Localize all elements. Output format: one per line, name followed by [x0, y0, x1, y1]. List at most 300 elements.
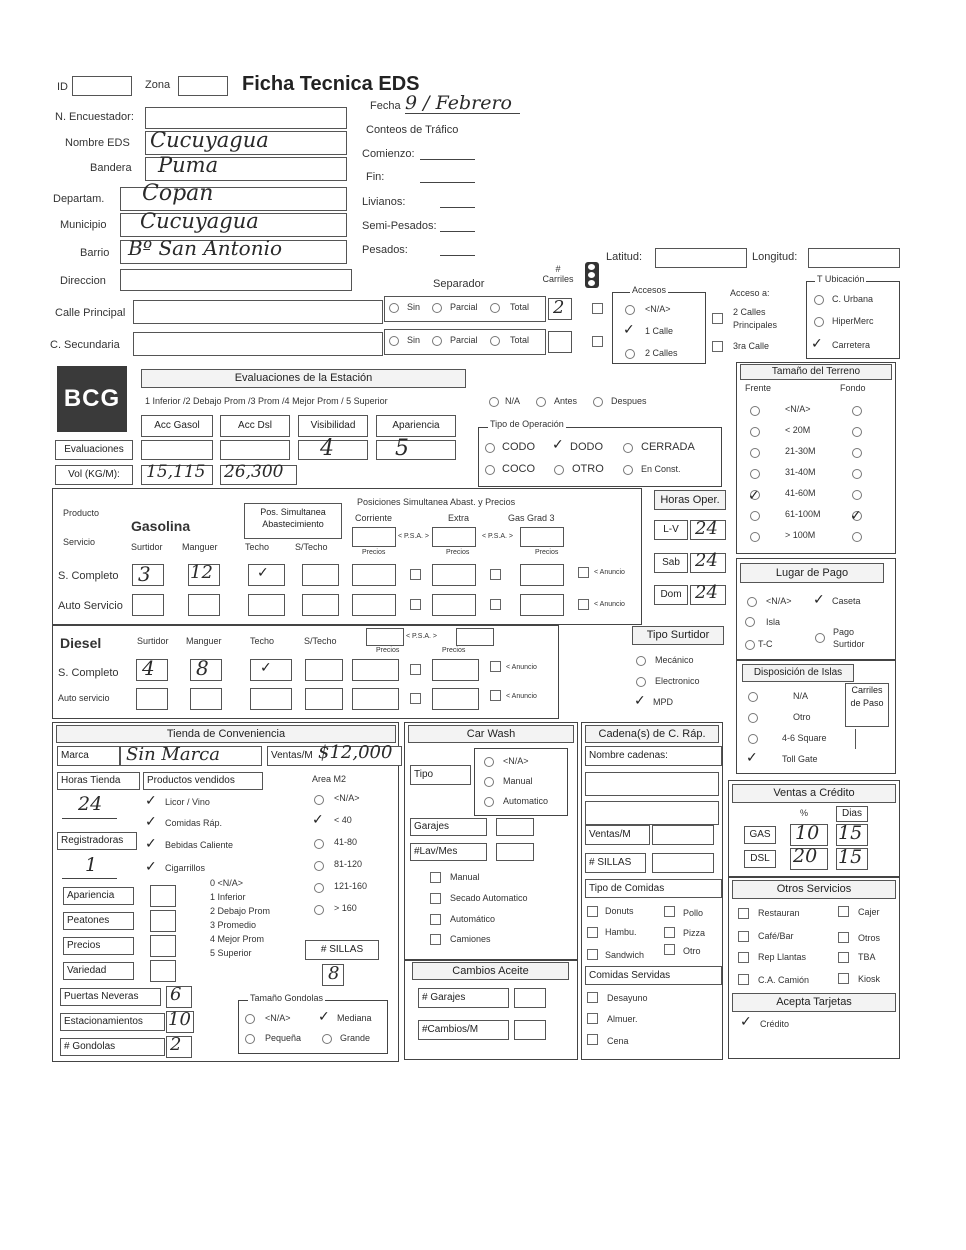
- pago-caseta-mark: ✓: [813, 592, 825, 608]
- pago-na-radio[interactable]: [747, 597, 757, 607]
- licor-mark: ✓: [145, 793, 157, 809]
- sc-extra-check[interactable]: [490, 569, 501, 580]
- sep1-sin-radio[interactable]: [389, 303, 399, 313]
- llantas-check[interactable]: [738, 952, 749, 963]
- cw-garajes-field[interactable]: [496, 818, 534, 836]
- sep1-parcial-radio[interactable]: [432, 303, 442, 313]
- cadenas-nombre-field-2[interactable]: [585, 801, 719, 825]
- dsl-psa: < P.S.A. >: [406, 633, 438, 640]
- ubicacion-hipermerc-radio[interactable]: [814, 317, 824, 327]
- fin-label: Fin:: [366, 171, 385, 183]
- fondo-radio-6[interactable]: [852, 532, 862, 542]
- fecha-label: Fecha: [370, 100, 401, 112]
- dsl-as-anuncio-label: < Anuncio: [506, 693, 537, 700]
- tienda-scale-1: 1 Inferior: [210, 892, 246, 902]
- as-extra-field[interactable]: [432, 594, 476, 616]
- sep1-sin-label: Sin: [407, 302, 421, 312]
- almuer-check[interactable]: [587, 1013, 598, 1024]
- frente-radio-3[interactable]: [750, 469, 760, 479]
- sc-extra-field[interactable]: [432, 564, 476, 586]
- pos-precios-header: Posiciones Simultanea Abast. y Precios: [357, 497, 516, 507]
- encuestador-field[interactable]: [145, 107, 347, 129]
- sc-anuncio-label: < Anuncio: [594, 569, 625, 576]
- cambios-header: Cambios Aceite: [412, 962, 569, 980]
- frente-41-60-mark: ✓: [748, 488, 760, 504]
- tienda-scale-4: 4 Mejor Prom: [210, 934, 265, 944]
- acc-gasol-header: Acc Gasol: [141, 415, 213, 437]
- pago-tc-radio[interactable]: [745, 640, 755, 650]
- eval-antes-label: Antes: [554, 396, 578, 406]
- sep2-parcial-radio[interactable]: [432, 336, 442, 346]
- tarjetas-credito-mark: ✓: [740, 1014, 752, 1030]
- pago-isla-label: Isla: [766, 617, 781, 627]
- islas-header: Disposición de Islas: [742, 664, 854, 682]
- desayuno-check[interactable]: [587, 992, 598, 1003]
- accesos-na-radio[interactable]: [625, 305, 635, 315]
- id-field[interactable]: [72, 76, 132, 96]
- cadenas-sillas-field[interactable]: [652, 853, 714, 873]
- pago-surtidor-radio[interactable]: [815, 633, 825, 643]
- islas-na-radio[interactable]: [748, 692, 758, 702]
- gas-techo-mark: ✓: [257, 565, 269, 581]
- cw-auto2-label: Automático: [450, 914, 496, 924]
- vol-gasol-value: 15,115: [146, 462, 206, 482]
- ubicacion-hipermerc-label: HiperMerc: [832, 316, 874, 326]
- pago-tc-label: T-C: [758, 639, 773, 649]
- tba-label: TBA: [858, 952, 876, 962]
- credito-header: Ventas a Crédito: [732, 784, 896, 803]
- horas-lv-value: 24: [695, 518, 718, 539]
- cadenas-ventas-field[interactable]: [652, 825, 714, 845]
- separador-title: Separador: [433, 278, 485, 290]
- hambu-label: Hambu.: [605, 927, 637, 937]
- psa-1: < P.S.A. >: [398, 533, 430, 540]
- gas-techo-header: Techo: [245, 542, 270, 552]
- fondo-radio-1[interactable]: [852, 427, 862, 437]
- pollo-check[interactable]: [664, 906, 675, 917]
- longitud-field[interactable]: [808, 248, 900, 268]
- kiosk-check[interactable]: [838, 973, 849, 984]
- desayuno-label: Desayuno: [607, 993, 648, 1003]
- islas-otro-label: Otro: [793, 712, 811, 722]
- terreno-option-4: 41-60M: [785, 488, 816, 498]
- gondola-na-label: <N/A>: [265, 1013, 291, 1023]
- visibilidad-header: Visibilidad: [298, 415, 368, 437]
- horas-header: Horas Oper.: [654, 490, 726, 510]
- dsl-stecho-field[interactable]: [305, 659, 343, 681]
- acceso-2calles-label: 2 Calles Principales: [733, 307, 778, 330]
- calle-secundaria-label: C. Secundaria: [50, 339, 120, 351]
- credito-dsl-pct-value: 20: [793, 845, 818, 867]
- municipio-value: Cucuyagua: [140, 209, 259, 233]
- frente-radio-1[interactable]: [750, 427, 760, 437]
- islas-toll-mark: ✓: [746, 750, 758, 766]
- direccion-label: Direccion: [60, 275, 106, 287]
- tienda-scale-2: 2 Debajo Prom: [210, 906, 271, 916]
- gondola-na-radio[interactable]: [245, 1014, 255, 1024]
- producto-label: Producto: [63, 508, 100, 518]
- tienda-scale-0: 0 <N/A>: [210, 878, 244, 888]
- accesos-na-label: <N/A>: [645, 304, 671, 314]
- area-option-1: < 40: [334, 815, 352, 825]
- dsl-as-manguer-field[interactable]: [190, 688, 222, 710]
- tienda-precios-field[interactable]: [150, 935, 176, 957]
- dsl-precios-2: Precios: [442, 647, 466, 654]
- dsl-sc-anuncio-check[interactable]: [490, 661, 501, 672]
- tarjetas-header: Acepta Tarjetas: [732, 993, 896, 1012]
- fondo-radio-3[interactable]: [852, 469, 862, 479]
- cw-manual2-label: Manual: [450, 872, 480, 882]
- cajer-check[interactable]: [838, 906, 849, 917]
- op-dodo-label: DODO: [570, 441, 603, 453]
- donuts-check[interactable]: [587, 906, 598, 917]
- id-label: ID: [57, 81, 68, 93]
- surtidor-electronico-radio[interactable]: [636, 677, 646, 687]
- direccion-field[interactable]: [120, 269, 352, 291]
- dsl-manguer-value: 8: [196, 656, 209, 680]
- pos-sim-header: Pos. Simultanea Abastecimiento: [244, 503, 342, 539]
- dsl-manguer-header: Manguer: [186, 636, 222, 646]
- area-option-3: 81-120: [334, 859, 363, 869]
- fondo-radio-4[interactable]: [852, 490, 862, 500]
- carriles-1-value: 2: [553, 297, 565, 318]
- fondo-label: Fondo: [840, 383, 866, 393]
- op-coco-radio[interactable]: [485, 465, 495, 475]
- pago-isla-radio[interactable]: [745, 617, 755, 627]
- sc-anuncio-check[interactable]: [578, 567, 589, 578]
- op-dodo-mark: ✓: [552, 437, 564, 453]
- as-corriente-check[interactable]: [410, 599, 421, 610]
- accesos-2calles-radio[interactable]: [625, 349, 635, 359]
- cw-auto-radio[interactable]: [484, 797, 494, 807]
- pesados-label: Pesados:: [362, 244, 408, 256]
- islas-otro-radio[interactable]: [748, 713, 758, 723]
- vol-dsl-value: 26,300: [224, 462, 284, 482]
- cafe-check[interactable]: [738, 931, 749, 942]
- dsl-as-techo-field[interactable]: [250, 688, 292, 710]
- tienda-peatones-label: Peatones: [63, 912, 134, 930]
- dsl-as-precio2-field[interactable]: [432, 688, 479, 710]
- horas-sab-value: 24: [695, 550, 718, 571]
- cena-check[interactable]: [587, 1034, 598, 1045]
- acceso-3ra-label: 3ra Calle: [733, 341, 770, 351]
- cw-na-label: <N/A>: [503, 756, 529, 766]
- gondolas-size-group: [238, 1000, 388, 1054]
- eval-despues-label: Despues: [611, 396, 647, 406]
- tienda-peatones-field[interactable]: [150, 910, 176, 932]
- dsl-sc-anuncio-label: < Anuncio: [506, 664, 537, 671]
- otro-comida-check[interactable]: [664, 944, 675, 955]
- dsl-as-surtidor-field[interactable]: [136, 688, 168, 710]
- credito-dsl-label: DSL: [744, 850, 776, 868]
- dsl-as-check[interactable]: [410, 693, 421, 704]
- cw-manual-label: Manual: [503, 776, 533, 786]
- area-radio-2[interactable]: [314, 839, 324, 849]
- licor-label: Licor / Vino: [165, 797, 210, 807]
- ubicacion-carretera-mark: ✓: [811, 336, 823, 352]
- tipo-surtidor-header: Tipo Surtidor: [632, 626, 724, 645]
- terreno-option-5: 61-100M: [785, 509, 821, 519]
- islas-square-label: 4-6 Square: [782, 733, 827, 743]
- encuestador-label: N. Encuestador:: [55, 111, 134, 123]
- calle-principal-field[interactable]: [133, 300, 383, 324]
- area-label: Area M2: [312, 774, 347, 784]
- gondola-pequena-radio[interactable]: [245, 1034, 255, 1044]
- cw-manual-radio[interactable]: [484, 777, 494, 787]
- credito-gas-dias-value: 15: [838, 822, 863, 844]
- as-stecho-field[interactable]: [302, 594, 339, 616]
- auto-servicio-label: Auto Servicio: [58, 600, 123, 612]
- cambios-m-field[interactable]: [514, 1020, 546, 1040]
- apariencia-value: 5: [395, 436, 409, 461]
- acceso-3ra-checkbox[interactable]: [712, 341, 723, 352]
- terreno-option-3: 31-40M: [785, 467, 816, 477]
- tienda-variedad-field[interactable]: [150, 960, 176, 982]
- precios-1: Precios: [362, 549, 386, 556]
- area-radio-4[interactable]: [314, 883, 324, 893]
- sep2-sin-radio[interactable]: [389, 336, 399, 346]
- dsl-as-anuncio-check[interactable]: [490, 690, 501, 701]
- calle-secundaria-field[interactable]: [133, 332, 383, 356]
- area-option-4: 121-160: [334, 881, 368, 891]
- cafe-label: Café/Bar: [758, 931, 794, 941]
- area-option-0: <N/A>: [334, 793, 360, 803]
- credito-pct-header: %: [800, 808, 809, 818]
- as-techo-field[interactable]: [248, 594, 285, 616]
- apariencia-field[interactable]: [376, 440, 456, 460]
- ubicacion-carretera-label: Carretera: [832, 340, 871, 350]
- terreno-header: Tamaño del Terreno: [740, 364, 892, 380]
- corriente-precio-box: [352, 527, 396, 547]
- frente-radio-5[interactable]: [750, 511, 760, 521]
- cambios-garajes-field[interactable]: [514, 988, 546, 1008]
- as-gasgrad-field[interactable]: [520, 594, 564, 616]
- accesos-1calle-label: 1 Calle: [645, 326, 674, 336]
- gas-surtidor-header: Surtidor: [131, 542, 163, 552]
- as-surtidor-field[interactable]: [132, 594, 164, 616]
- cigarrillos-mark: ✓: [145, 859, 157, 875]
- sep2-total-radio[interactable]: [490, 336, 500, 346]
- tienda-sillas-label: # SILLAS: [305, 940, 379, 960]
- acceso-a-title: Acceso a:: [730, 288, 770, 298]
- op-codo-radio[interactable]: [485, 443, 495, 453]
- horas-dom-label: Dom: [654, 585, 688, 605]
- municipio-label: Municipio: [60, 219, 107, 231]
- cw-secado-check[interactable]: [430, 893, 441, 904]
- dsl-sc-check[interactable]: [410, 664, 421, 675]
- sc-corriente-field[interactable]: [352, 564, 396, 586]
- apariencia-header: Apariencia: [376, 415, 456, 437]
- sep1-checkbox[interactable]: [592, 303, 603, 314]
- otros-section: [728, 877, 900, 1059]
- dsl-sc-precio2-field[interactable]: [432, 659, 479, 681]
- acceso-2calles-checkbox[interactable]: [712, 313, 723, 324]
- area-option-2: 41-80: [334, 837, 358, 847]
- acc-gasol-field[interactable]: [141, 440, 213, 460]
- gondola-grande-radio[interactable]: [322, 1034, 332, 1044]
- eval-despues-radio[interactable]: [593, 397, 603, 407]
- cadenas-nombre-field-1[interactable]: [585, 772, 719, 796]
- surtidor-electronico-label: Electronico: [655, 676, 700, 686]
- barrio-value: Bº San Antonio: [128, 236, 283, 260]
- ubicacion-urbana-radio[interactable]: [814, 295, 824, 305]
- bandera-value: Puma: [158, 153, 219, 177]
- sep2-parcial-label: Parcial: [450, 335, 478, 345]
- credito-gas-pct-value: 10: [795, 822, 820, 844]
- pizza-check[interactable]: [664, 927, 675, 938]
- op-enconst-radio[interactable]: [623, 465, 633, 475]
- frente-label: Frente: [745, 383, 772, 393]
- islas-square-radio[interactable]: [748, 734, 758, 744]
- psa-2: < P.S.A. >: [482, 533, 514, 540]
- op-otro-radio[interactable]: [554, 465, 564, 475]
- cadenas-header: Cadena(s) de C. Ráp.: [585, 725, 719, 743]
- tienda-variedad-label: Variedad: [63, 962, 134, 980]
- cw-lavmes-label: #Lav/Mes: [410, 843, 487, 861]
- carwash-tipo-label: Tipo: [410, 765, 471, 785]
- pago-header: Lugar de Pago: [740, 563, 884, 583]
- accesos-2calles-label: 2 Calles: [645, 348, 678, 358]
- pago-surtidor-label: Pago Surtidor: [833, 627, 865, 649]
- marca-label: Marca: [57, 746, 120, 766]
- otro-comida-label: Otro: [683, 946, 701, 956]
- restauran-check[interactable]: [738, 908, 749, 919]
- dsl-as-stecho-field[interactable]: [305, 688, 343, 710]
- eval-antes-radio[interactable]: [536, 397, 546, 407]
- dsl-auto-servicio-label: Auto servicio: [58, 693, 110, 703]
- terreno-option-6: > 100M: [785, 530, 816, 540]
- pago-caseta-label: Caseta: [832, 596, 861, 606]
- otros-check[interactable]: [838, 932, 849, 943]
- nombre-label: Nombre EDS: [65, 137, 130, 149]
- carriles-2-field[interactable]: [548, 331, 572, 353]
- cajer-label: Cajer: [858, 907, 880, 917]
- servicio-label: Servicio: [63, 537, 96, 547]
- eval-na-label: N/A: [505, 396, 521, 406]
- frente-radio-2[interactable]: [750, 448, 760, 458]
- comidas-servidas-label: Comidas Servidas: [585, 966, 722, 985]
- dsl-surtidor-header: Surtidor: [137, 636, 169, 646]
- op-codo-label: CODO: [502, 441, 535, 453]
- sc-corriente-check[interactable]: [410, 569, 421, 580]
- cw-auto2-check[interactable]: [430, 914, 441, 925]
- sep2-checkbox[interactable]: [592, 336, 603, 347]
- acc-dsl-field[interactable]: [220, 440, 290, 460]
- as-manguer-field[interactable]: [188, 594, 220, 616]
- horas-dom-value: 24: [695, 582, 718, 603]
- productos-label: Productos vendidos: [143, 772, 263, 790]
- trafico-title: Conteos de Tráfico: [366, 124, 459, 136]
- cigarrillos-label: Cigarrillos: [165, 863, 206, 873]
- comidas-label: Comidas Ráp.: [165, 818, 223, 828]
- hambu-check[interactable]: [587, 927, 598, 938]
- marca-value: Sin Marca: [126, 744, 220, 765]
- horas-tienda-value: 24: [78, 793, 103, 815]
- eval-na-radio[interactable]: [489, 397, 499, 407]
- cw-auto-label: Automatico: [503, 796, 549, 806]
- surtidor-mecanico-label: Mecánico: [655, 655, 694, 665]
- cw-secado-label: Secado Automatico: [450, 893, 528, 903]
- tamano-gondolas-title: Tamaño Gondolas: [250, 993, 324, 1003]
- op-enconst-label: En Const.: [641, 464, 681, 474]
- cw-lavmes-field[interactable]: [496, 843, 534, 861]
- corriente-header: Corriente: [355, 513, 393, 523]
- semi-label: Semi-Pesados:: [362, 220, 437, 232]
- accesos-title: Accesos: [632, 285, 667, 295]
- comidas-mark: ✓: [145, 814, 157, 830]
- gasolina-label: Gasolina: [131, 518, 191, 534]
- precios-3: Precios: [535, 549, 559, 556]
- cw-na-radio[interactable]: [484, 757, 494, 767]
- surtidor-mpd-label: MPD: [653, 697, 673, 707]
- bebidas-mark: ✓: [145, 836, 157, 852]
- fondo-radio-2[interactable]: [852, 448, 862, 458]
- dsl-sc-precio-field[interactable]: [352, 659, 399, 681]
- sandwich-check[interactable]: [587, 949, 598, 960]
- islas-na-label: N/A: [793, 691, 809, 701]
- depto-label: Departam.: [53, 193, 105, 205]
- surtidor-mpd-mark: ✓: [634, 693, 646, 709]
- cw-manual-check[interactable]: [430, 872, 441, 883]
- credito-dias-header: Dias: [836, 806, 868, 822]
- gondolas-value: 2: [170, 1034, 182, 1055]
- sep2-sin-label: Sin: [407, 335, 421, 345]
- zona-field[interactable]: [178, 76, 228, 96]
- cw-camiones-label: Camiones: [450, 934, 491, 944]
- almuer-label: Almuer.: [607, 1014, 638, 1024]
- area-radio-0[interactable]: [314, 795, 324, 805]
- area-radio-5[interactable]: [314, 905, 324, 915]
- cambios-m-label: #Cambios/M: [418, 1020, 509, 1040]
- sep1-parcial-label: Parcial: [450, 302, 478, 312]
- dsl-as-precio-field[interactable]: [352, 688, 399, 710]
- sc-gasgrad-field[interactable]: [520, 564, 564, 586]
- precios-2: Precios: [446, 549, 470, 556]
- tienda-apariencia-field[interactable]: [150, 885, 176, 907]
- traffic-light-icon: [585, 262, 599, 288]
- neveras-label: Puertas Neveras: [60, 988, 161, 1006]
- estacionamientos-label: Estacionamientos: [60, 1013, 165, 1031]
- vol-label: Vol (KG/M):: [55, 465, 133, 485]
- as-corriente-field[interactable]: [352, 594, 396, 616]
- surtidor-mecanico-radio[interactable]: [636, 656, 646, 666]
- tienda-header: Tienda de Conveniencia: [56, 725, 396, 743]
- frente-radio-0[interactable]: [750, 406, 760, 416]
- tipo-comidas-label: Tipo de Comidas: [585, 879, 722, 898]
- frente-radio-6[interactable]: [750, 532, 760, 542]
- tba-check[interactable]: [838, 952, 849, 963]
- islas-carriles-label: Carriles de Paso: [845, 683, 889, 727]
- gas-stecho-field[interactable]: [302, 564, 339, 586]
- cw-camiones-check[interactable]: [430, 934, 441, 945]
- area-radio-3[interactable]: [314, 861, 324, 871]
- ubicacion-title: T Ubicación: [817, 274, 865, 284]
- longitud-label: Longitud:: [752, 251, 798, 263]
- camion-check[interactable]: [738, 974, 749, 985]
- as-anuncio-check[interactable]: [578, 599, 589, 610]
- gas-stecho-header: S/Techo: [295, 542, 328, 552]
- sep1-total-radio[interactable]: [490, 303, 500, 313]
- fondo-radio-0[interactable]: [852, 406, 862, 416]
- latitud-field[interactable]: [655, 248, 747, 268]
- bcg-logo: BCG: [57, 366, 127, 432]
- horas-sab-label: Sab: [654, 553, 688, 573]
- as-extra-check[interactable]: [490, 599, 501, 610]
- ventas-label: Ventas/M: [267, 746, 402, 766]
- op-cerrada-radio[interactable]: [623, 443, 633, 453]
- fondo-61-100-mark: ✓: [850, 508, 862, 524]
- tarjetas-credito-label: Crédito: [760, 1019, 790, 1029]
